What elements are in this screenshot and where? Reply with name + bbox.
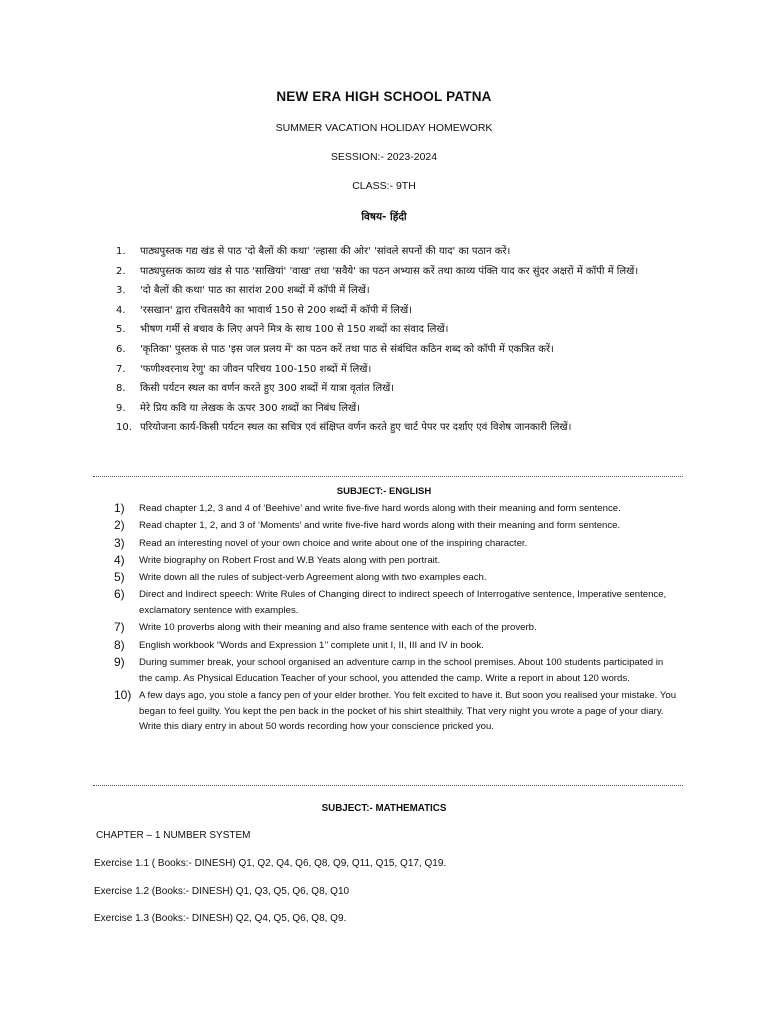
list-item xyxy=(114,570,678,586)
document-title: SUMMER VACATION HOLIDAY HOMEWORK xyxy=(275,122,493,134)
session-line: SESSION:- 2023-2024 xyxy=(330,151,438,163)
item-text: Write biography on Robert Frost and W.B Yeats along with pen portrait. xyxy=(139,554,441,566)
exercise-line: Exercise 1.2 (Books:- DINESH) Q1, Q3, Q5, Q6, Q8, Q10 xyxy=(94,886,350,897)
list-item xyxy=(114,638,678,654)
english-subject-heading: SUBJECT:- ENGLISH xyxy=(336,486,432,497)
list-item xyxy=(116,301,676,321)
item-text: During summer break, your school organised an adventure camp in the school premises. About 100 students participated in the camp. As Physical Education Teacher of your school, you attended the camp. Write a report in about 120 words. xyxy=(139,657,664,684)
list-item xyxy=(116,379,676,399)
list-item xyxy=(114,688,678,735)
list-item xyxy=(114,655,678,686)
item-number: 10) xyxy=(114,688,132,703)
item-text: A few days ago, you stole a fancy pen of your elder brother. You felt excited to have it. But soon you realised your mistake. You began to feel guilty. You kept the pen back in the pocket of his shirt stealthily. That very night you wrote a page of your diary. Write this diary entry in about 50 words recording how your conscience pricked you. xyxy=(139,690,677,733)
item-number: 7) xyxy=(114,620,125,635)
item-number: 3) xyxy=(114,535,125,550)
item-text: English workbook “Words and Expression 1’’ complete unit I, II, III and IV in book. xyxy=(139,639,484,651)
list-item xyxy=(116,320,676,340)
item-number: 10. xyxy=(116,422,132,434)
list-item xyxy=(114,501,678,517)
item-number: 5) xyxy=(114,570,125,585)
exercise-line: Exercise 1.3 (Books:- DINESH) Q2, Q4, Q5, Q6, Q8, Q9. xyxy=(94,913,347,924)
item-number: 1. xyxy=(116,246,126,257)
item-number: 8. xyxy=(116,383,126,395)
list-item xyxy=(116,262,676,282)
item-text: Read an interesting novel of your own choice and write about one of the inspiring character. xyxy=(139,537,528,549)
item-text: भीषण गर्मी से बचाव के लिए अपने मित्र के साथ 100 से 150 शब्दों का संवाद लिखें। xyxy=(140,324,449,336)
item-text: 'फणीश्वरनाथ रेणु' का जीवन परिचय 100-150 शब्दों में लिखें। xyxy=(140,363,372,375)
item-number: 6) xyxy=(114,587,125,602)
item-text: पाठ्यपुस्तक काव्य खंड से पाठ 'साखियां' 'वाख' तथा 'सवैये' का पठन अभ्यास करें तथा काव्य पंक्ति याद कर सुंदर अक्षरों में कॉपी में लिखें। xyxy=(140,265,639,277)
item-text: Direct and Indirect speech: Write Rules of Changing direct to indirect speech of Interrogative sentence, Imperative sentence, exclamatory sentence with examples. xyxy=(139,589,667,617)
item-number: 7. xyxy=(116,363,126,375)
school-name: NEW ERA HIGH SCHOOL PATNA xyxy=(276,89,492,104)
list-item xyxy=(116,399,676,419)
list-item xyxy=(114,553,678,569)
item-text: परियोजना कार्य-किसी पर्यटन स्थल का सचित्र एवं संक्षिप्त वर्णन करते हुए चार्ट पेपर पर दर्शाए एवं विशेष जानकारी लिखें। xyxy=(140,422,572,434)
item-number: 8) xyxy=(114,637,125,652)
item-text: 'कृतिका' पुस्तक से पाठ 'इस जल प्रलय में' का पठन करें तथा पाठ से संबंधित कठिन शब्द को कॉपी में एकत्रित करें। xyxy=(140,343,554,355)
mathematics-subject-heading: SUBJECT:- MATHEMATICS xyxy=(321,803,447,814)
item-number: 1) xyxy=(114,501,125,515)
item-number: 4. xyxy=(116,304,126,316)
item-number: 4) xyxy=(114,552,125,567)
item-number: 3. xyxy=(116,285,126,297)
item-number: 2) xyxy=(114,518,125,533)
list-item xyxy=(116,418,676,438)
exercise-line: Exercise 1.1 ( Books:- DINESH) Q1, Q2, Q4, Q6, Q8, Q9, Q11, Q15, Q17, Q19. xyxy=(94,858,447,869)
list-item xyxy=(114,587,678,618)
item-text: 'रसखान' द्वारा रचितसवैये का भावार्थ 150 से 200 शब्दों में कॉपी में लिखें। xyxy=(140,304,412,316)
english-task-list xyxy=(114,501,678,737)
list-item xyxy=(116,360,676,380)
section-divider xyxy=(93,785,683,786)
list-item xyxy=(114,620,678,636)
item-text: Read chapter 1,2, 3 and 4 of ‘Beehive’ and write five-five hard words along with their meaning and form sentence. xyxy=(139,503,621,514)
item-number: 9) xyxy=(114,655,125,670)
item-text: Write down all the rules of subject-verb Agreement along with two examples each. xyxy=(139,572,487,584)
list-item xyxy=(116,242,676,262)
list-item xyxy=(114,518,678,534)
list-item xyxy=(116,340,676,360)
list-item xyxy=(116,281,676,301)
item-text: 'दो बैलों की कथा' पाठ का सारांश 200 शब्दों में कॉपी में लिखें। xyxy=(140,285,370,297)
section-divider xyxy=(93,476,683,477)
item-number: 5. xyxy=(116,324,126,336)
item-number: 2. xyxy=(116,265,126,277)
list-item xyxy=(114,536,678,552)
item-text: पाठ्यपुस्तक गद्य खंड से पाठ 'दो बैलों की कथा' 'ल्हासा की ओर' 'सांवले सपनों की याद' का पठान करें। xyxy=(140,246,511,257)
item-text: किसी पर्यटन स्थल का वर्णन करते हुए 300 शब्दों में यात्रा वृतांत लिखें। xyxy=(140,383,395,395)
hindi-task-list xyxy=(116,242,676,438)
item-text: Write 10 proverbs along with their meaning and also frame sentence with each of the proverb. xyxy=(139,622,537,634)
item-number: 6. xyxy=(116,343,126,355)
item-number: 9. xyxy=(116,402,126,414)
hindi-subject-heading: विषय- हिंदी xyxy=(361,211,407,223)
item-text: Read chapter 1, 2, and 3 of ‘Moments’ and write five-five hard words along with their meaning and form sentence. xyxy=(139,520,621,532)
item-text: मेरे प्रिय कवि या लेखक के ऊपर 300 शब्दों का निबंध लिखें। xyxy=(140,402,361,414)
chapter-title: CHAPTER – 1 NUMBER SYSTEM xyxy=(96,830,251,841)
class-line: CLASS:- 9TH xyxy=(352,180,416,192)
